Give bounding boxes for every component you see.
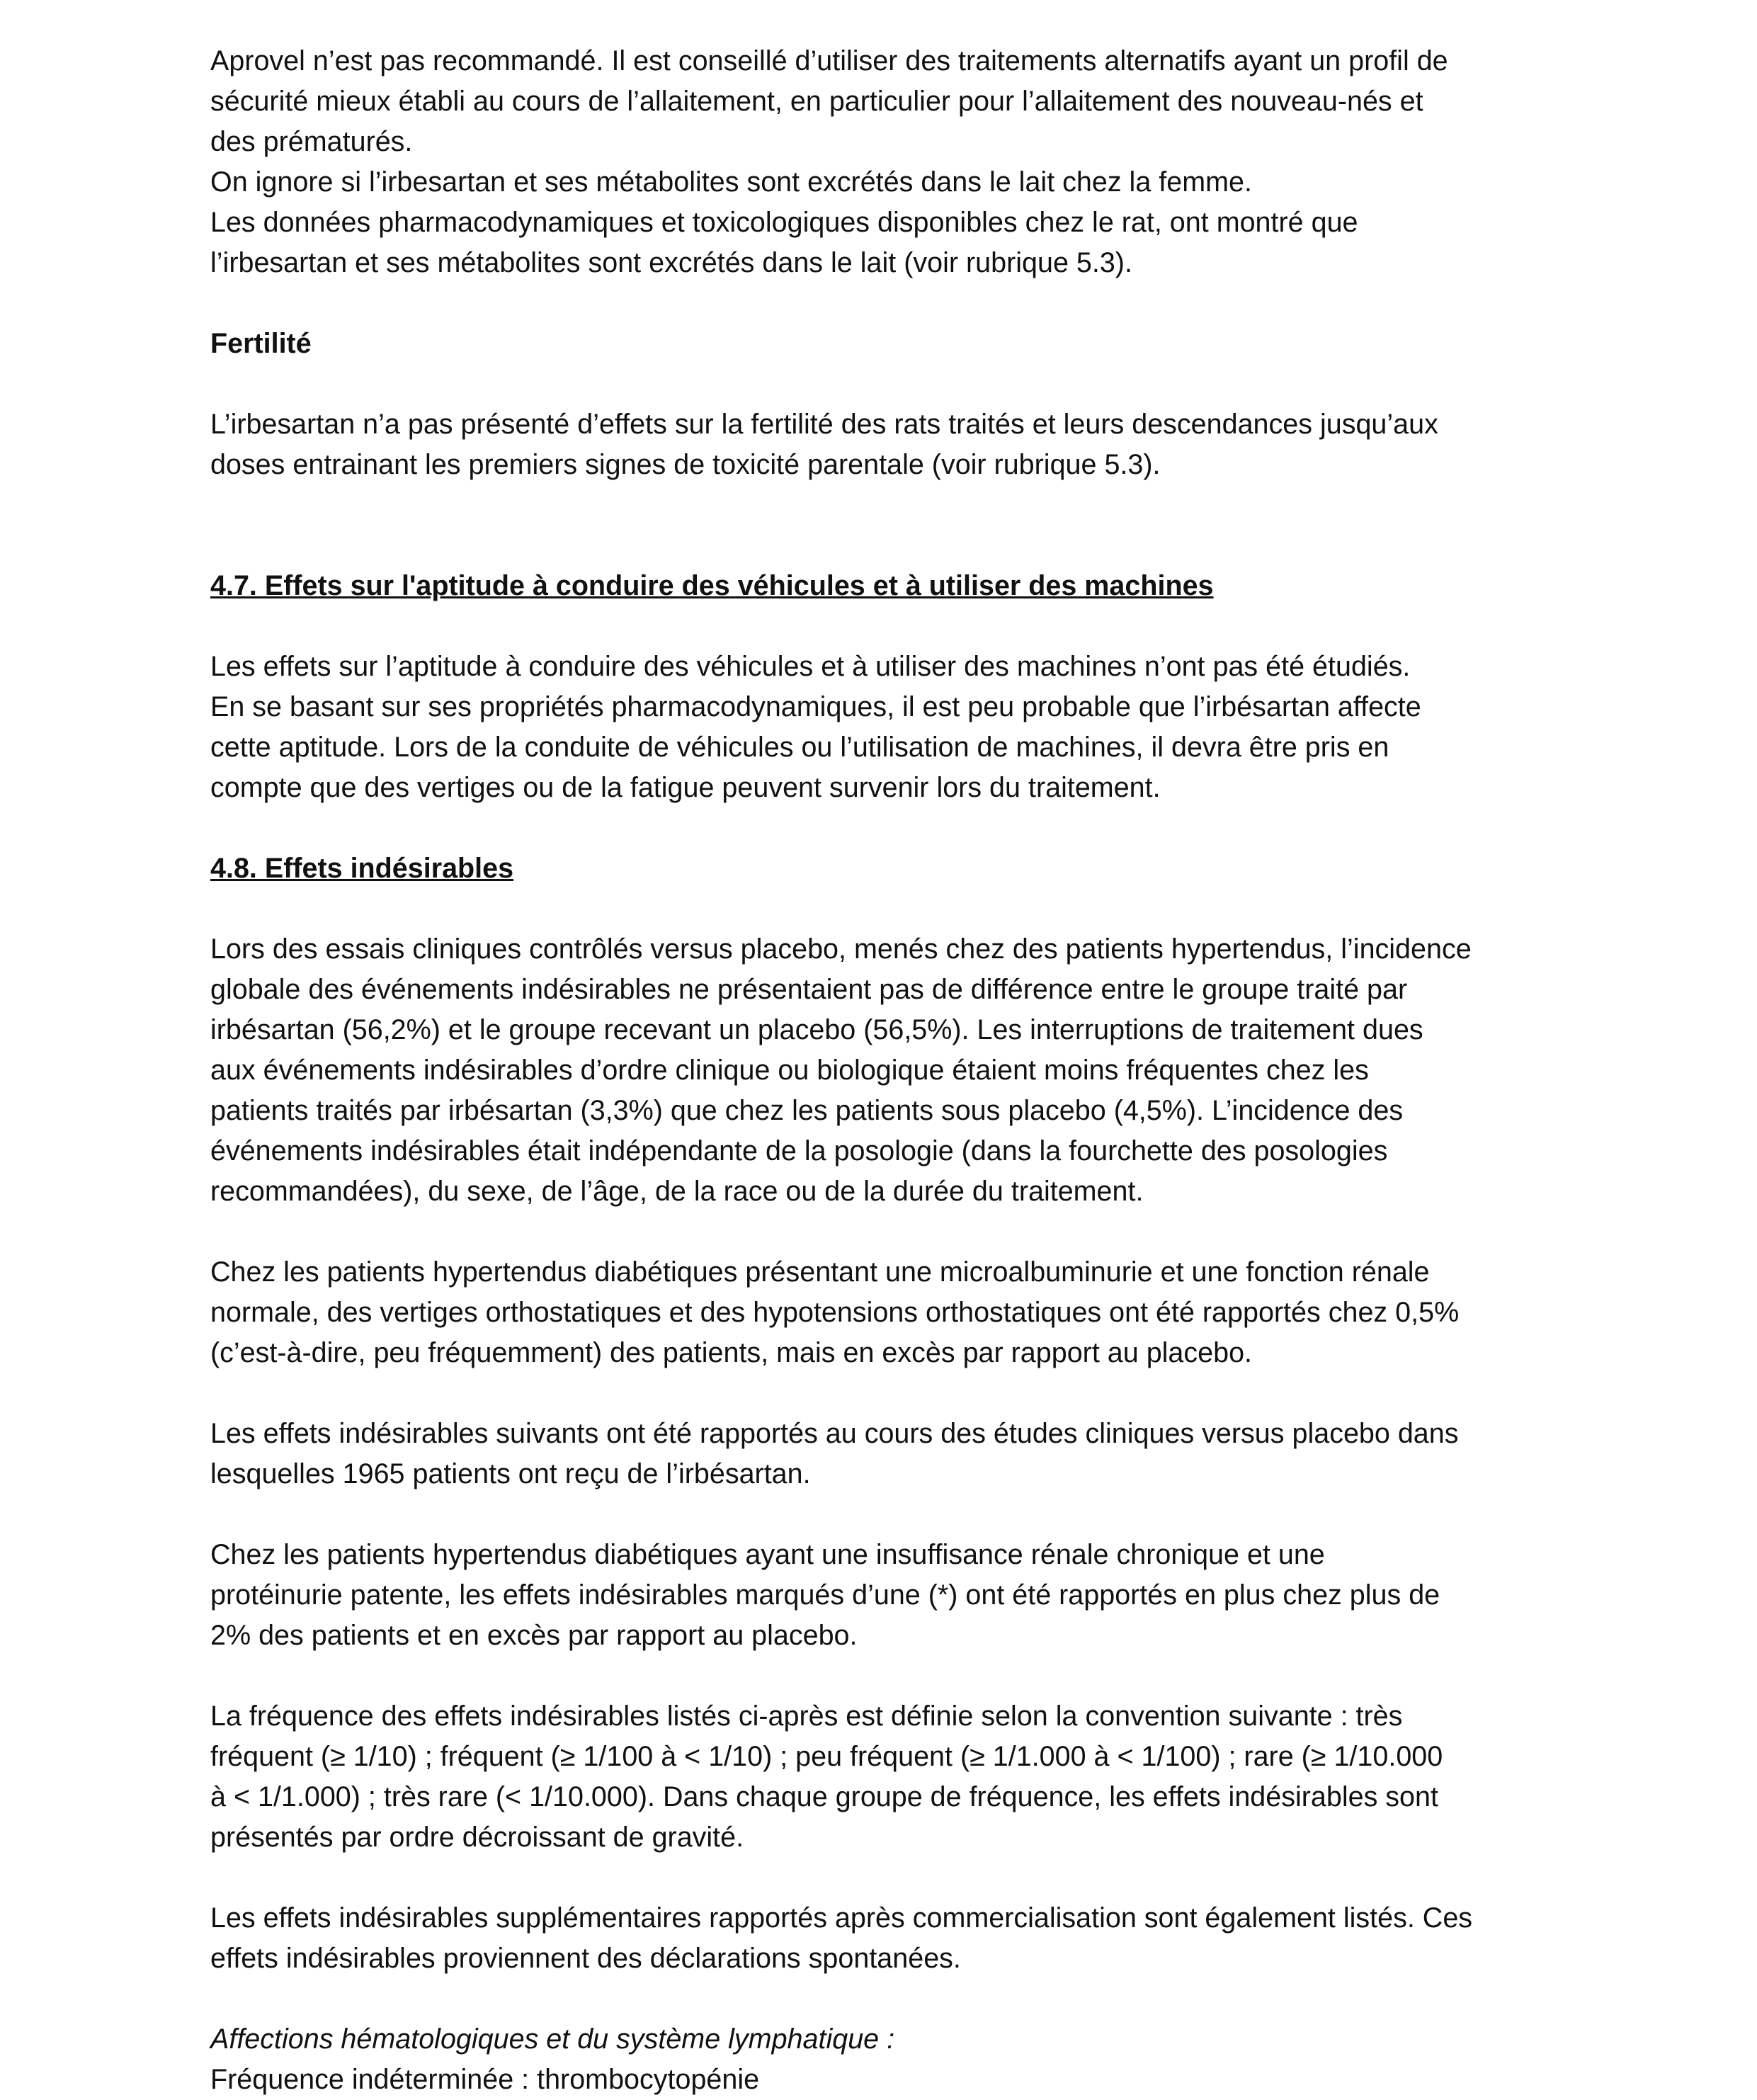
paragraph-fertility: L’irbesartan n’a pas présenté d’effets sur la fertilité des rats traités et leurs descendances jusqu’aux doses entrainant les premiers signes de toxicité parentale (voir rubrique 5.3).: [210, 409, 1438, 480]
section-heading-4-8: 4.8. Effets indésirables: [210, 853, 514, 884]
paragraph-driving: Les effets sur l’aptitude à conduire des véhicules et à utiliser des machines n’ont pas été étudiés. En se basant sur ses propriétés pharmacodynamiques, il est peu probable que l’irbésartan affecte cette aptitude. Lors de la conduite de véhicules ou l’utilisation de machines, il devra être pris en compte que des vertiges ou de la fatigue peuvent survenir lors du traitement.: [210, 651, 1421, 803]
frequency-line: Fréquence indéterminée : thrombocytopénie: [210, 2064, 760, 2095]
paragraph-reported-effects: Les effets indésirables suivants ont été rapportés au cours des études cliniques versus placebo dans lesquelles 1965 patients ont reçu de l’irbésartan.: [210, 1418, 1459, 1489]
section-heading-4-7: 4.7. Effets sur l'aptitude à conduire des véhicules et à utiliser des machines: [210, 570, 1214, 601]
document-page: [210, 41, 1570, 2100]
paragraph-frequency-convention: La fréquence des effets indésirables listés ci-après est définie selon la convention suivante : très fréquent (≥ 1/10) ; fréquent (≥ 1/100 à < 1/10) ; peu fréquent (≥ 1/1.000 à < 1/100) ; rare (≥ 1/10.000 à < 1/1.000) ; très rare (< 1/10.000). Dans chaque groupe de fréquence, les effets indésirables sont présentés par ordre décroissant de gravité.: [210, 1701, 1443, 1853]
paragraph-rat-data: Les données pharmacodynamiques et toxicologiques disponibles chez le rat, ont montré que l’irbesartan et ses métabolites sont excrétés dans le lait (voir rubrique 5.3).: [210, 207, 1358, 278]
subheading-hematologic: Affections hématologiques et du système lymphatique :: [210, 2024, 895, 2055]
paragraph-renal-insufficiency: Chez les patients hypertendus diabétiques ayant une insuffisance rénale chronique et une protéinurie patente, les effets indésirables marqués d’une (*) ont été rapportés en plus chez plus de 2% des patients et en excès par rapport au placebo.: [210, 1539, 1440, 1651]
paragraph-milk-excretion-unknown: On ignore si l’irbesartan et ses métabolites sont excrétés dans le lait chez la femme.: [210, 166, 1252, 198]
paragraph-clinical-trials: Lors des essais cliniques contrôlés versus placebo, menés chez des patients hypertendus, l’incidence globale des événements indésirables ne présentaient pas de différence entre le groupe traité par irbésartan (56,2%) et le groupe recevant un placebo (56,5%). Les interruptions de traitement dues aux événements indésirables d’ordre clinique ou biologique étaient moins fréquentes chez les patients traités par irbésartan (3,3%) que chez les patients sous placebo (4,5%). L’incidence des événements indésirables était indépendante de la posologie (dans la fourchette des posologies recommandées), du sexe, de l’âge, de la race ou de la durée du traitement.: [210, 933, 1472, 1207]
paragraph-breastfeeding: Aprovel n’est pas recommandé. Il est conseillé d’utiliser des traitements alternatifs ayant un profil de sécurité mieux établi au cours de l’allaitement, en particulier pour l’allaitement des nouveau-nés et des prématurés.: [210, 45, 1448, 157]
paragraph-post-marketing: Les effets indésirables supplémentaires rapportés après commercialisation sont également listés. Ces effets indésirables proviennent des déclarations spontanées.: [210, 1902, 1473, 1974]
paragraph-diabetic-patients: Chez les patients hypertendus diabétiques présentant une microalbuminurie et une fonction rénale normale, des vertiges orthostatiques et des hypotensions orthostatiques ont été rapportés chez 0,5% (c’est-à-dire, peu fréquemment) des patients, mais en excès par rapport au placebo.: [210, 1256, 1460, 1368]
fertility-heading: Fertilité: [210, 328, 312, 359]
